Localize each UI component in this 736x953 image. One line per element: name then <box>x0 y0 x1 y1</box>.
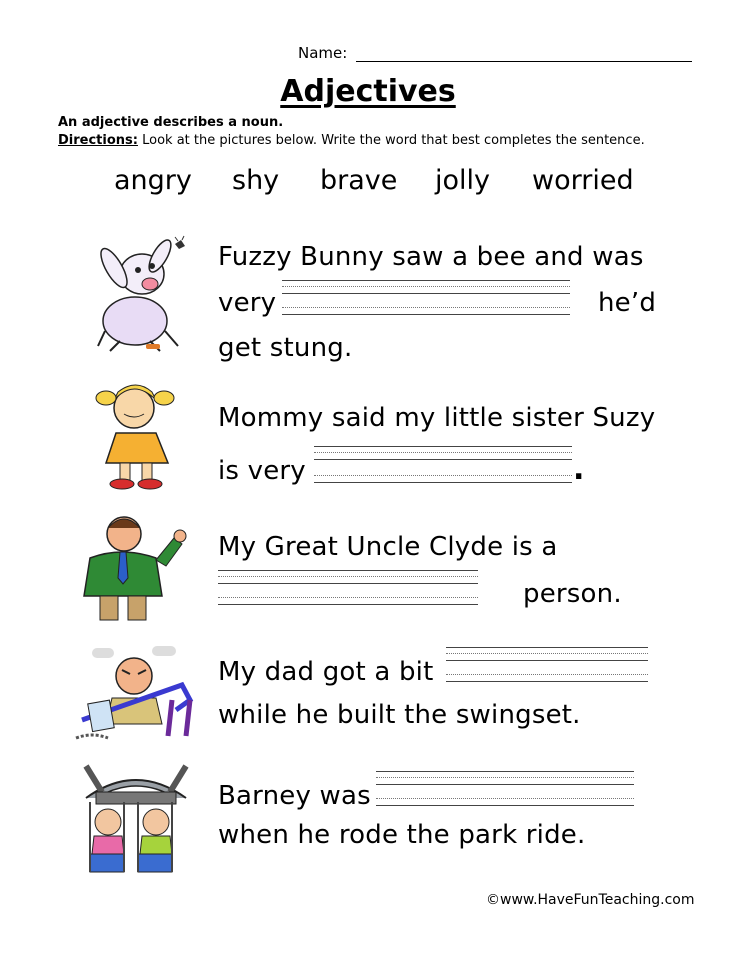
question-1-line-1: Fuzzy Bunny saw a bee and was <box>218 242 644 272</box>
word-bank-item: jolly <box>435 165 491 196</box>
directions-text: Look at the pictures below. Write the word that best completes the sentence. <box>137 133 645 148</box>
word-bank-item: brave <box>320 165 398 196</box>
name-field[interactable] <box>356 61 692 62</box>
question-2-after: . <box>573 452 585 487</box>
answer-line-1-base <box>282 302 570 315</box>
definition-text: An adjective describes a noun. <box>58 115 284 130</box>
word-bank-item: worried <box>532 165 634 196</box>
answer-line-5-base <box>376 793 634 806</box>
question-4-line-1: My dad got a bit <box>218 657 434 687</box>
question-3-after: person. <box>523 579 622 609</box>
question-1-before: very <box>218 288 277 318</box>
question-1-after: he’d <box>598 288 657 318</box>
question-5-line-1: Barney was <box>218 781 371 811</box>
name-label: Name: <box>298 44 348 62</box>
answer-line-2-base <box>314 470 572 483</box>
page-title: Adjectives <box>280 74 456 109</box>
answer-line-1[interactable] <box>282 280 570 294</box>
question-1-line-3: get stung. <box>218 333 353 363</box>
answer-line-2[interactable] <box>314 446 572 460</box>
bunny-illustration <box>80 236 200 356</box>
answer-line-5[interactable] <box>376 771 634 785</box>
directions-label: Directions: <box>58 133 138 148</box>
footer-copyright: ©www.HaveFunTeaching.com <box>486 892 695 908</box>
answer-line-3[interactable] <box>218 570 478 584</box>
answer-line-3-base <box>218 592 478 605</box>
answer-line-4-base <box>446 669 648 682</box>
uncle-illustration <box>72 508 192 626</box>
park-ride-illustration <box>72 762 200 880</box>
directions <box>58 133 645 148</box>
question-3-line-1: My Great Uncle Clyde is a <box>218 532 558 562</box>
question-2-line-1: Mommy said my little sister Suzy <box>218 403 656 433</box>
question-4-line-2: while he built the swingset. <box>218 700 581 730</box>
shy-girl-illustration <box>86 378 196 493</box>
question-2-before: is very <box>218 456 306 486</box>
question-5-line-2: when he rode the park ride. <box>218 820 586 850</box>
angry-dad-illustration <box>72 640 200 744</box>
word-bank-item: shy <box>232 165 280 196</box>
answer-line-4[interactable] <box>446 647 648 661</box>
word-bank-item: angry <box>114 165 192 196</box>
